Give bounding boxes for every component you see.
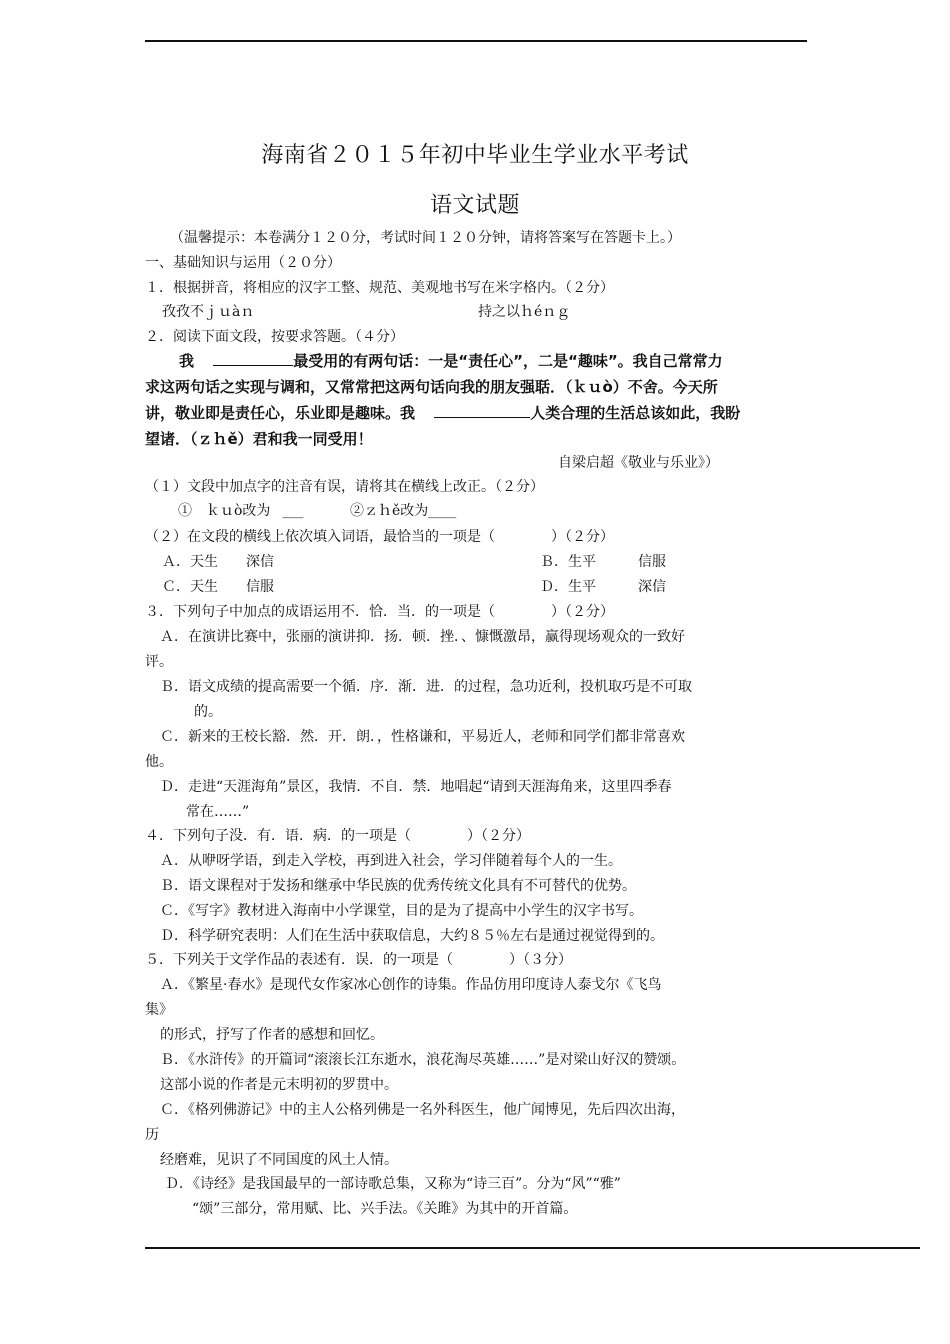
q5-stem: ５．下列关于文学作品的表述有．误．的一项是（ ）（３分） [145,952,572,968]
q5-option-d-line2: “颂”三部分，常用赋、比、兴手法。《关雎》为其中的开首篇。 [192,1201,578,1217]
top-rule [145,40,807,42]
passage-blank-1[interactable] [213,349,293,366]
passage-line-1-start: 我 [179,352,195,370]
passage-line-3 [145,400,810,426]
tip-text: （温馨提示：本卷满分１２０分，考试时间１２０分钟，请将答案写在答题卡上。） [170,230,681,246]
q4-option-b: Ｂ．语文课程对于发扬和继承中华民族的优秀传统文化具有不可替代的优势。 [160,878,636,894]
q1-item-a: 孜孜不ｊｕàｎ [162,304,255,320]
q3-option-a-line1: Ａ．在演讲比赛中，张丽的演讲抑．扬．顿．挫．、慷慨激昂，赢得现场观众的一致好 [160,629,685,645]
q2-option-c: Ｃ．天生 信服 [162,579,274,595]
sub1-a-blank[interactable]: ___ [282,503,304,519]
q2-sub1-answer-b [350,501,456,521]
q4-stem: ４．下列句子没．有．语．病．的一项是（ ）（２分） [145,828,530,844]
q3-option-c-line2: 他。 [145,754,173,770]
passage-line-4: 望诸．（ｚｈě）君和我一同受用！ [145,430,373,448]
q2-sub2: （２）在文段的横线上依次填入词语，最恰当的一项是（ ）（２分） [145,529,614,545]
q5-option-b-line2: 这部小说的作者是元末明初的罗贯中。 [160,1077,398,1093]
section1-heading: 一、基础知识与运用（２０分） [145,255,341,271]
q1-stem: １．根据拼音，将相应的汉字工整、规范、美观地书写在米字格内。（２分） [145,280,614,296]
q2-option-b: Ｂ．生平 信服 [540,554,666,570]
bottom-rule [145,1247,920,1249]
q5-option-a-line3: 的形式，抒写了作者的感想和回忆。 [160,1027,384,1043]
passage-source: 自梁启超《敬业与乐业》） [558,455,719,471]
passage-blank-2[interactable] [434,401,530,418]
q5-option-b-line1: Ｂ．《水浒传》的开篇词“滚滚长江东逝水，浪花淘尽英雄……”是对梁山好汉的赞颂。 [160,1052,686,1068]
q3-option-c-line1: Ｃ．新来的王校长豁．然．开．朗．，性格谦和，平易近人，老师和同学们都非常喜欢 [160,729,685,745]
q3-option-b-line2: 的。 [194,704,222,720]
q5-option-c-line2: 历 [145,1127,159,1143]
q5-option-c-line1: Ｃ．《格列佛游记》中的主人公格列佛是一名外科医生，他广闻博见，先后四次出海， [160,1102,685,1118]
q5-option-a-line1: Ａ．《繁星·春水》是现代女作家冰心创作的诗集。作品仿用印度诗人泰戈尔《飞鸟 [160,977,662,993]
q5-option-a-line2: 集》 [145,1002,173,1018]
q3-option-b-line1: Ｂ．语文成绩的提高需要一个循．序．渐．进．的过程，急功近利，投机取巧是不可取 [160,679,692,695]
q5-option-d-line1: Ｄ．《诗经》是我国最早的一部诗歌总集，又称为“诗三百”。分为“风”“雅” [165,1176,621,1192]
q2-stem: ２．阅读下面文段，按要求答题。（４分） [145,329,404,345]
q3-option-a-line2: 评。 [145,654,173,670]
exam-subtitle: 语文试题 [429,193,520,218]
q4-option-d: Ｄ．科学研究表明：人们在生活中获取信息，大约８５％左右是通过视觉得到的。 [160,928,664,944]
q4-option-a: Ａ．从咿呀学语，到走入学校，再到进入社会，学习伴随着每个人的一生。 [160,853,622,869]
q1-item-b: 持之以ｈéｎｇ [478,304,571,320]
q4-option-c: Ｃ．《写字》教材进入海南中小学课堂，目的是为了提高中小学生的汉字书写。 [160,903,643,919]
q2-sub1: （１）文段中加点字的注音有误，请将其在横线上改正。（２分） [145,479,544,495]
passage-line-1 [145,348,810,374]
q3-stem: ３．下列句子中加点的成语运用不．恰．当．的一项是（ ）（２分） [145,604,614,620]
passage-line-3-end: 人类合理的生活总该如此，我盼 [530,404,741,422]
q2-option-d: Ｄ．生平 深信 [540,579,666,595]
passage-line-3-start: 讲，敬业即是责任心，乐业即是趣味。我 [145,404,416,422]
sub1-b-label: ②ｚｈě改为 [350,503,429,519]
q2-sub1-answer-a [178,501,303,521]
sub1-b-blank[interactable]: ____ [428,503,457,519]
q5-option-c-line3: 经磨难，见识了不同国度的风土人情。 [160,1152,398,1168]
sub1-a-label: ① ｋｕò改为 [178,503,271,519]
q2-passage [145,348,810,452]
exam-title: 海南省２０１５年初中毕业生学业水平考试 [261,143,689,168]
passage-line-1-end: 最受用的有两句话：一是“责任心”，二是“趣味”。我自己常常力 [293,352,723,370]
q3-option-d-line2: 常在……” [186,804,250,820]
q3-option-d-line1: Ｄ．走进“天涯海角”景区，我情．不自．禁．地唱起“请到天涯海角来，这里四季春 [160,779,672,795]
q2-option-a: Ａ．天生 深信 [162,554,274,570]
passage-line-2: 求这两句话之实现与调和，又常常把这两句话向我的朋友强聒．（ｋｕò）不舍。今天所 [145,378,718,396]
